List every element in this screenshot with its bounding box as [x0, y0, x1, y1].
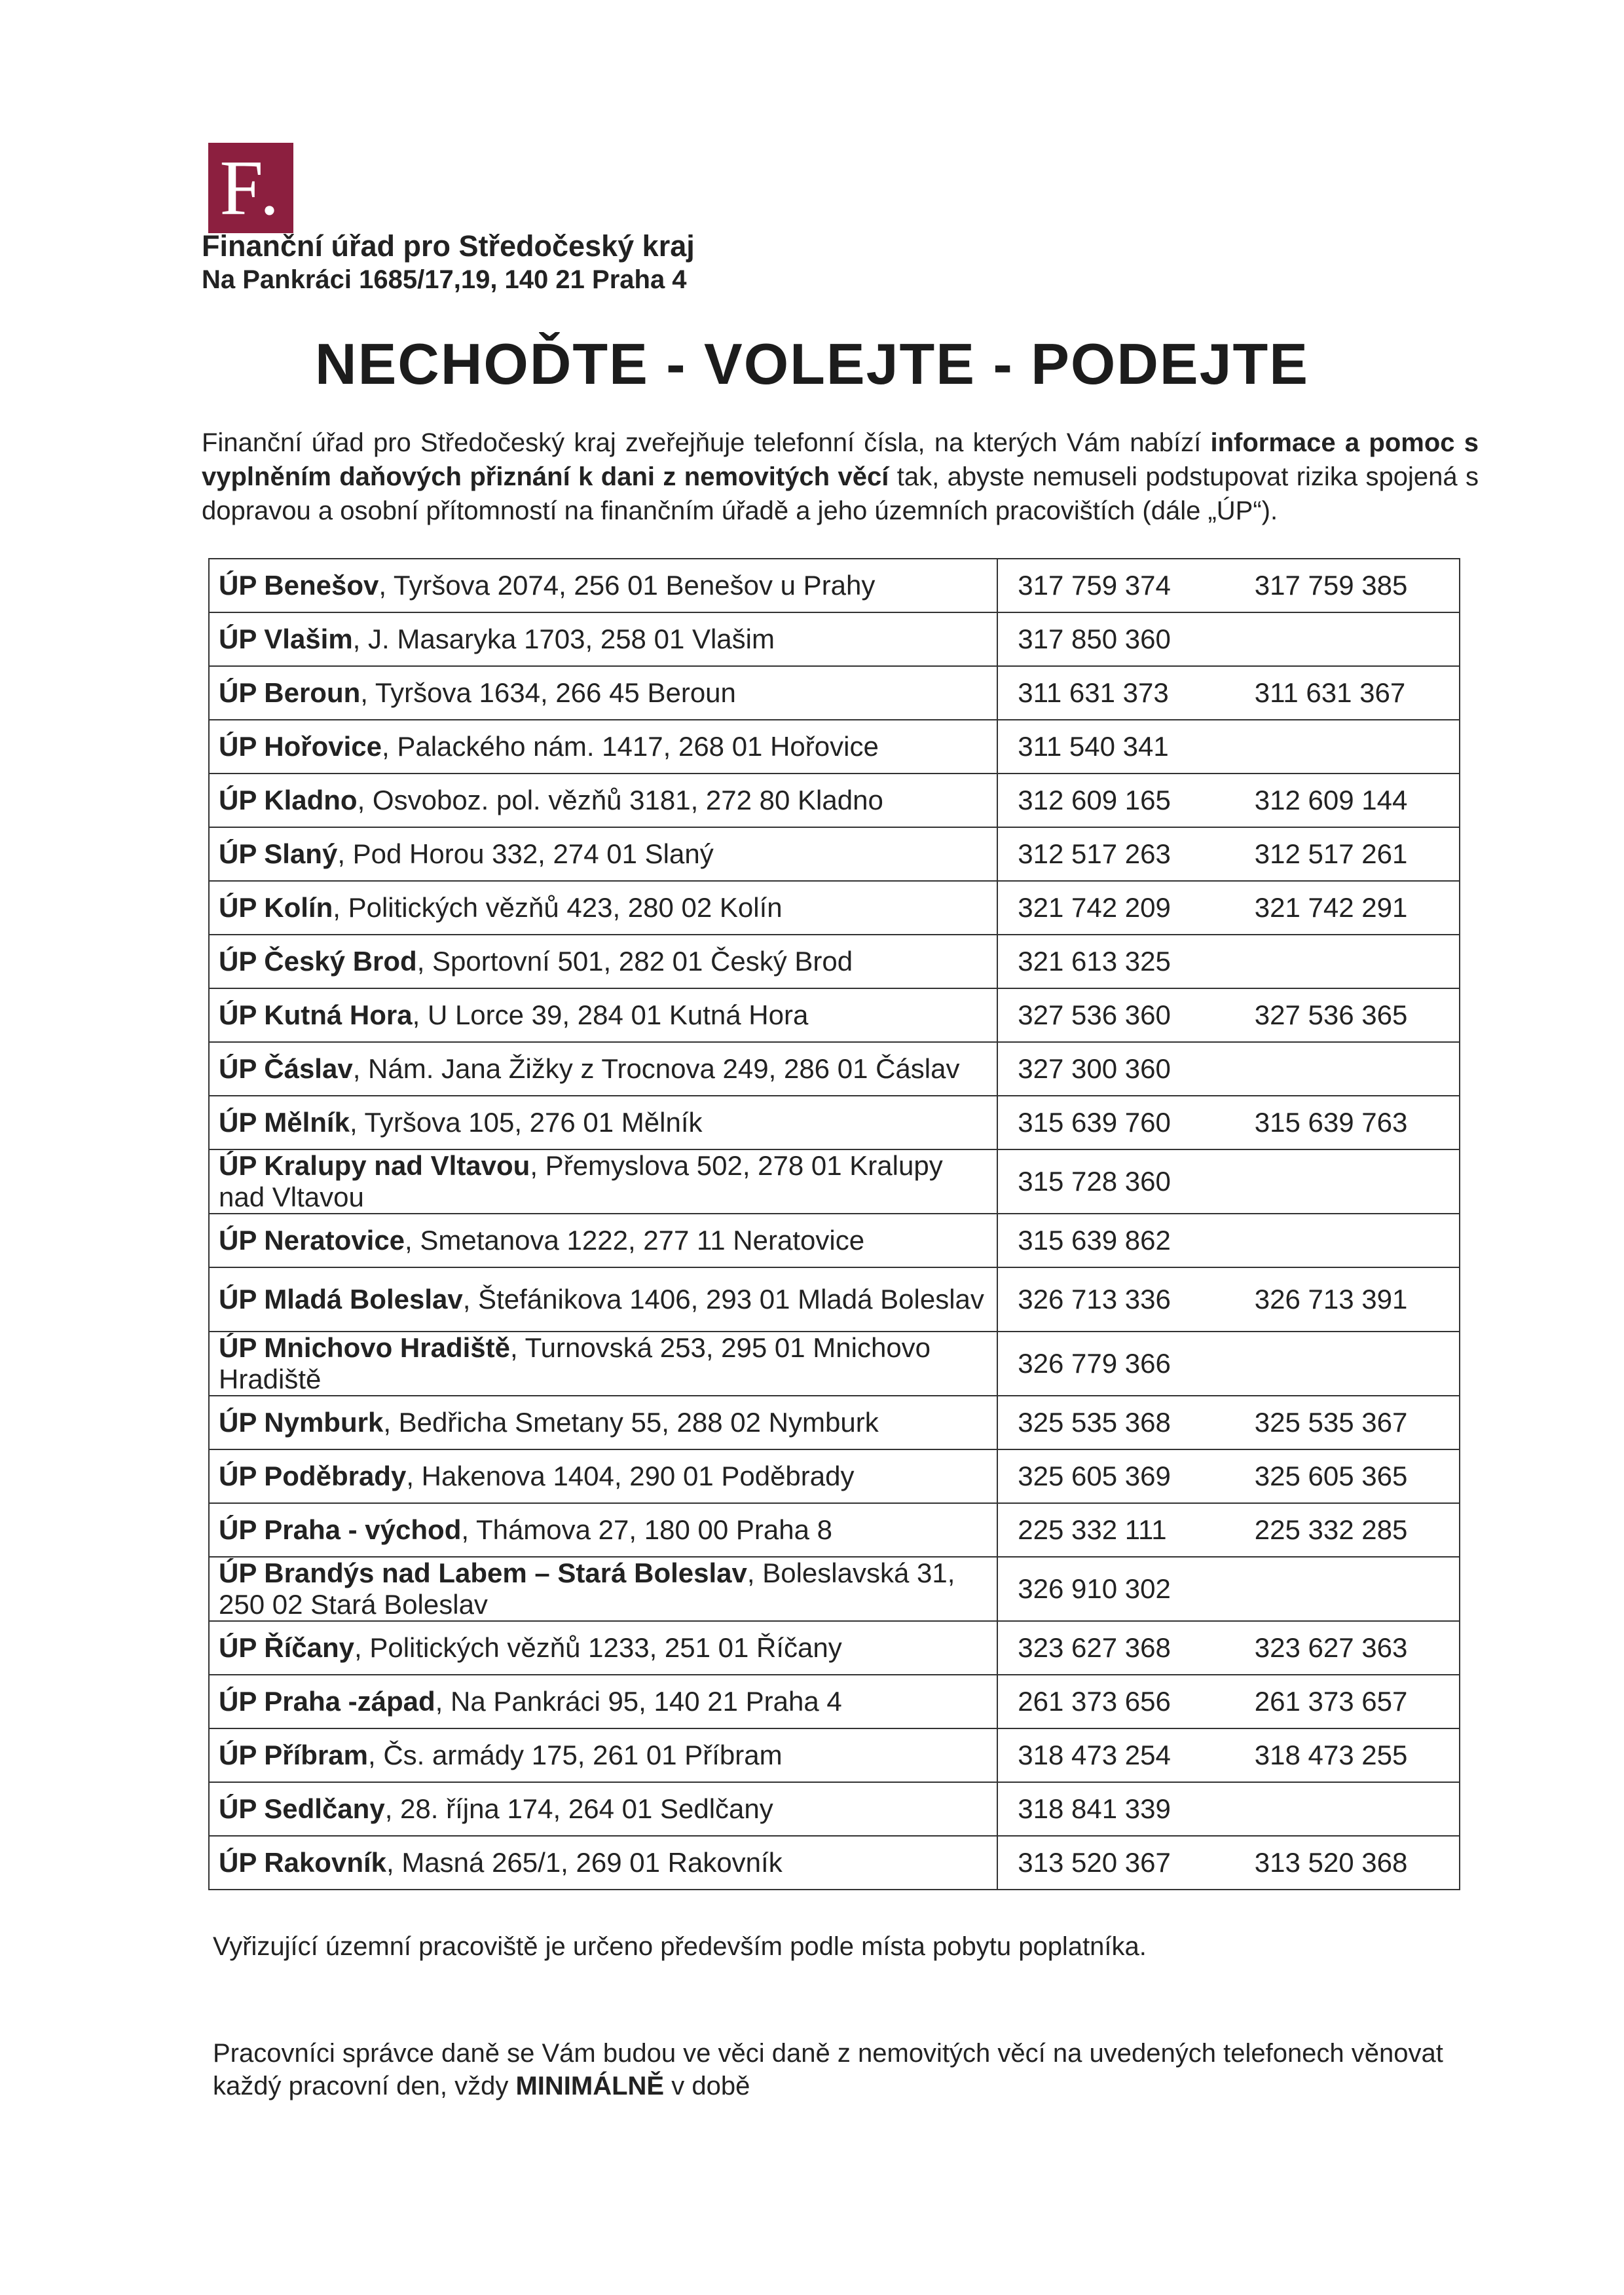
office-address: , Turnovská 253, 295 01 Mnichovo Hradiště — [219, 1332, 931, 1394]
office-row — [209, 1782, 1460, 1836]
office-phone-2: 318 473 255 — [1242, 1728, 1460, 1782]
office-phone-1: 327 300 360 — [997, 1042, 1241, 1096]
office-phone-1: 315 639 760 — [997, 1096, 1241, 1149]
office-cell — [209, 559, 997, 612]
office-cell — [209, 1042, 997, 1096]
office-phone-2 — [1242, 935, 1460, 988]
office-name: ÚP Rakovník — [219, 1847, 386, 1878]
office-address: , Tyršova 105, 276 01 Mělník — [349, 1107, 703, 1138]
office-address: , Nám. Jana Žižky z Trocnova 249, 286 01 Čáslav — [352, 1053, 960, 1084]
office-name: ÚP Sedlčany — [219, 1793, 385, 1824]
office-address: , U Lorce 39, 284 01 Kutná Hora — [412, 999, 809, 1030]
office-phone-1: 326 713 336 — [997, 1267, 1241, 1332]
office-name: ÚP Praha - východ — [219, 1514, 462, 1545]
office-phone-1: 315 728 360 — [997, 1149, 1241, 1214]
office-name: ÚP Vlašim — [219, 624, 353, 654]
office-phone-2: 315 639 763 — [1242, 1096, 1460, 1149]
office-phone-2: 323 627 363 — [1242, 1621, 1460, 1675]
intro-paragraph — [202, 426, 1479, 528]
office-phone-2 — [1242, 1214, 1460, 1267]
office-cell — [209, 1675, 997, 1728]
office-name: ÚP Říčany — [219, 1632, 354, 1663]
office-cell — [209, 827, 997, 881]
org-address: Na Pankráci 1685/17,19, 140 21 Praha 4 — [202, 265, 687, 294]
office-phone-2 — [1242, 1557, 1460, 1621]
office-row — [209, 1675, 1460, 1728]
office-address: , Politických vězňů 423, 280 02 Kolín — [333, 892, 783, 923]
office-phone-2 — [1242, 1782, 1460, 1836]
office-phone-1: 312 609 165 — [997, 774, 1241, 827]
office-address: , Masná 265/1, 269 01 Rakovník — [386, 1847, 783, 1878]
office-phone-1: 325 605 369 — [997, 1449, 1241, 1503]
office-cell — [209, 881, 997, 935]
office-name: ÚP Kolín — [219, 892, 333, 923]
office-name: ÚP Benešov — [219, 570, 379, 601]
page-title: NECHOĎTE - VOLEJTE - PODEJTE — [315, 331, 1309, 396]
office-name: ÚP Kladno — [219, 785, 358, 815]
org-name: Finanční úřad pro Středočeský kraj — [202, 229, 695, 263]
footer-tail: v době — [664, 2072, 750, 2100]
office-cell — [209, 1096, 997, 1149]
office-phone-1: 326 779 366 — [997, 1332, 1241, 1396]
office-address: , Tyršova 1634, 266 45 Beroun — [360, 677, 736, 708]
office-name: ÚP Čáslav — [219, 1053, 353, 1084]
office-name: ÚP Neratovice — [219, 1225, 405, 1256]
office-row — [209, 1836, 1460, 1890]
office-row — [209, 774, 1460, 827]
office-phone-1: 325 535 368 — [997, 1396, 1241, 1449]
office-name: ÚP Beroun — [219, 677, 361, 708]
office-address: , Bedřicha Smetany 55, 288 02 Nymburk — [383, 1407, 879, 1438]
office-address: , Boleslavská 31, 250 02 Stará Boleslav — [219, 1558, 955, 1620]
note-text: Vyřizující územní pracoviště je určeno především podle místa pobytu poplatníka. — [213, 1932, 1147, 1961]
office-row — [209, 1214, 1460, 1267]
office-cell — [209, 666, 997, 720]
office-row — [209, 720, 1460, 774]
office-address: , Čs. armády 175, 261 01 Příbram — [368, 1740, 783, 1770]
office-name: ÚP Hořovice — [219, 731, 382, 762]
office-address: , Hakenova 1404, 290 01 Poděbrady — [406, 1461, 855, 1491]
office-name: ÚP Slaný — [219, 838, 338, 869]
office-phone-2: 325 605 365 — [1242, 1449, 1460, 1503]
office-name: ÚP Poděbrady — [219, 1461, 407, 1491]
office-cell — [209, 1267, 997, 1332]
office-phone-1: 321 742 209 — [997, 881, 1241, 935]
office-name: ÚP Příbram — [219, 1740, 368, 1770]
office-phone-1: 317 850 360 — [997, 612, 1241, 666]
office-address: , Na Pankráci 95, 140 21 Praha 4 — [435, 1686, 842, 1717]
office-phone-1: 321 613 325 — [997, 935, 1241, 988]
office-row — [209, 1267, 1460, 1332]
office-cell — [209, 612, 997, 666]
logo-letter: F. — [219, 144, 282, 231]
office-phone-2: 326 713 391 — [1242, 1267, 1460, 1332]
office-address: , Pod Horou 332, 274 01 Slaný — [337, 838, 714, 869]
office-row — [209, 1149, 1460, 1214]
office-row — [209, 881, 1460, 935]
office-phone-1: 323 627 368 — [997, 1621, 1241, 1675]
office-phone-1: 261 373 656 — [997, 1675, 1241, 1728]
office-phone-2 — [1242, 1042, 1460, 1096]
office-row — [209, 988, 1460, 1042]
office-name: ÚP Praha -západ — [219, 1686, 435, 1717]
office-name: ÚP Mnichovo Hradiště — [219, 1332, 510, 1363]
office-cell — [209, 720, 997, 774]
office-cell — [209, 1449, 997, 1503]
office-phone-2 — [1242, 1149, 1460, 1214]
office-cell — [209, 774, 997, 827]
office-cell — [209, 1149, 997, 1214]
office-phone-2 — [1242, 1332, 1460, 1396]
office-cell — [209, 988, 997, 1042]
office-address: , Přemyslova 502, 278 01 Kralupy nad Vltavou — [219, 1150, 943, 1212]
office-cell — [209, 1332, 997, 1396]
office-row — [209, 1332, 1460, 1396]
office-row — [209, 612, 1460, 666]
intro-text-2: tak, abyste nemuseli podstupovat rizika spojená s dopravou a osobní přítomností na finančním úřadě a jeho územních pracovištích (dále „ÚP“). — [202, 462, 1479, 525]
office-phone-2: 261 373 657 — [1242, 1675, 1460, 1728]
footer-bold: MINIMÁLNĚ — [515, 2072, 665, 2100]
office-address: , 28. října 174, 264 01 Sedlčany — [384, 1793, 773, 1824]
office-address: , Smetanova 1222, 277 11 Neratovice — [405, 1225, 865, 1256]
intro-bold: informace a pomoc s vyplněním daňových přiznání k dani z nemovitých věcí — [202, 428, 1479, 491]
office-name: ÚP Nymburk — [219, 1407, 384, 1438]
office-address: , Palackého nám. 1417, 268 01 Hořovice — [382, 731, 879, 762]
office-name: ÚP Mělník — [219, 1107, 350, 1138]
office-row — [209, 1621, 1460, 1675]
office-cell — [209, 1836, 997, 1890]
office-address: , Tyršova 2074, 256 01 Benešov u Prahy — [378, 570, 876, 601]
office-phone-1: 311 540 341 — [997, 720, 1241, 774]
office-cell — [209, 1396, 997, 1449]
office-phone-2: 313 520 368 — [1242, 1836, 1460, 1890]
office-name: ÚP Český Brod — [219, 946, 417, 977]
office-row — [209, 666, 1460, 720]
office-phone-1: 225 332 111 — [997, 1503, 1241, 1557]
office-address: , Politických vězňů 1233, 251 01 Říčany — [354, 1632, 842, 1663]
office-phone-2: 325 535 367 — [1242, 1396, 1460, 1449]
office-cell — [209, 1621, 997, 1675]
intro-text-1: Finanční úřad pro Středočeský kraj zveřejňuje telefonní čísla, na kterých Vám nabízí — [202, 428, 1211, 457]
office-phone-1: 312 517 263 — [997, 827, 1241, 881]
office-phone-2 — [1242, 612, 1460, 666]
office-row — [209, 827, 1460, 881]
office-name: ÚP Kralupy nad Vltavou — [219, 1150, 530, 1181]
offices-table — [208, 558, 1460, 1890]
office-row — [209, 1503, 1460, 1557]
office-phone-1: 317 759 374 — [997, 559, 1241, 612]
office-phone-1: 318 473 254 — [997, 1728, 1241, 1782]
office-row — [209, 1042, 1460, 1096]
office-cell — [209, 935, 997, 988]
office-phone-1: 326 910 302 — [997, 1557, 1241, 1621]
office-cell — [209, 1214, 997, 1267]
office-phone-1: 315 639 862 — [997, 1214, 1241, 1267]
office-row — [209, 559, 1460, 612]
office-address: , Štefánikova 1406, 293 01 Mladá Boleslav — [462, 1284, 984, 1315]
office-name: ÚP Brandýs nad Labem – Stará Boleslav — [219, 1558, 747, 1588]
office-name: ÚP Mladá Boleslav — [219, 1284, 463, 1315]
office-phone-2: 225 332 285 — [1242, 1503, 1460, 1557]
office-address: , J. Masaryka 1703, 258 01 Vlašim — [352, 624, 775, 654]
office-phone-1: 311 631 373 — [997, 666, 1241, 720]
office-phone-2: 327 536 365 — [1242, 988, 1460, 1042]
office-row — [209, 1096, 1460, 1149]
office-phone-2: 311 631 367 — [1242, 666, 1460, 720]
footer-paragraph — [213, 2037, 1490, 2102]
office-address: , Osvoboz. pol. vězňů 3181, 272 80 Kladno — [357, 785, 883, 815]
office-phone-2 — [1242, 720, 1460, 774]
office-phone-2: 312 609 144 — [1242, 774, 1460, 827]
office-name: ÚP Kutná Hora — [219, 999, 413, 1030]
office-phone-1: 327 536 360 — [997, 988, 1241, 1042]
office-address: , Sportovní 501, 282 01 Český Brod — [416, 946, 853, 977]
office-row — [209, 1449, 1460, 1503]
footer-text: Pracovníci správce daně se Vám budou ve věci daně z nemovitých věcí na uvedených telefonech věnovat každý pracovní den, vždy — [213, 2039, 1443, 2100]
office-cell — [209, 1728, 997, 1782]
office-address: , Thámova 27, 180 00 Praha 8 — [461, 1514, 832, 1545]
financni-urad-logo — [208, 143, 293, 233]
office-header — [202, 229, 695, 296]
office-row — [209, 1396, 1460, 1449]
office-cell — [209, 1503, 997, 1557]
office-cell — [209, 1557, 997, 1621]
office-phone-1: 318 841 339 — [997, 1782, 1241, 1836]
office-phone-1: 313 520 367 — [997, 1836, 1241, 1890]
office-row — [209, 1728, 1460, 1782]
office-row — [209, 935, 1460, 988]
office-phone-2: 312 517 261 — [1242, 827, 1460, 881]
office-phone-2: 317 759 385 — [1242, 559, 1460, 612]
office-cell — [209, 1782, 997, 1836]
office-phone-2: 321 742 291 — [1242, 881, 1460, 935]
office-row — [209, 1557, 1460, 1621]
